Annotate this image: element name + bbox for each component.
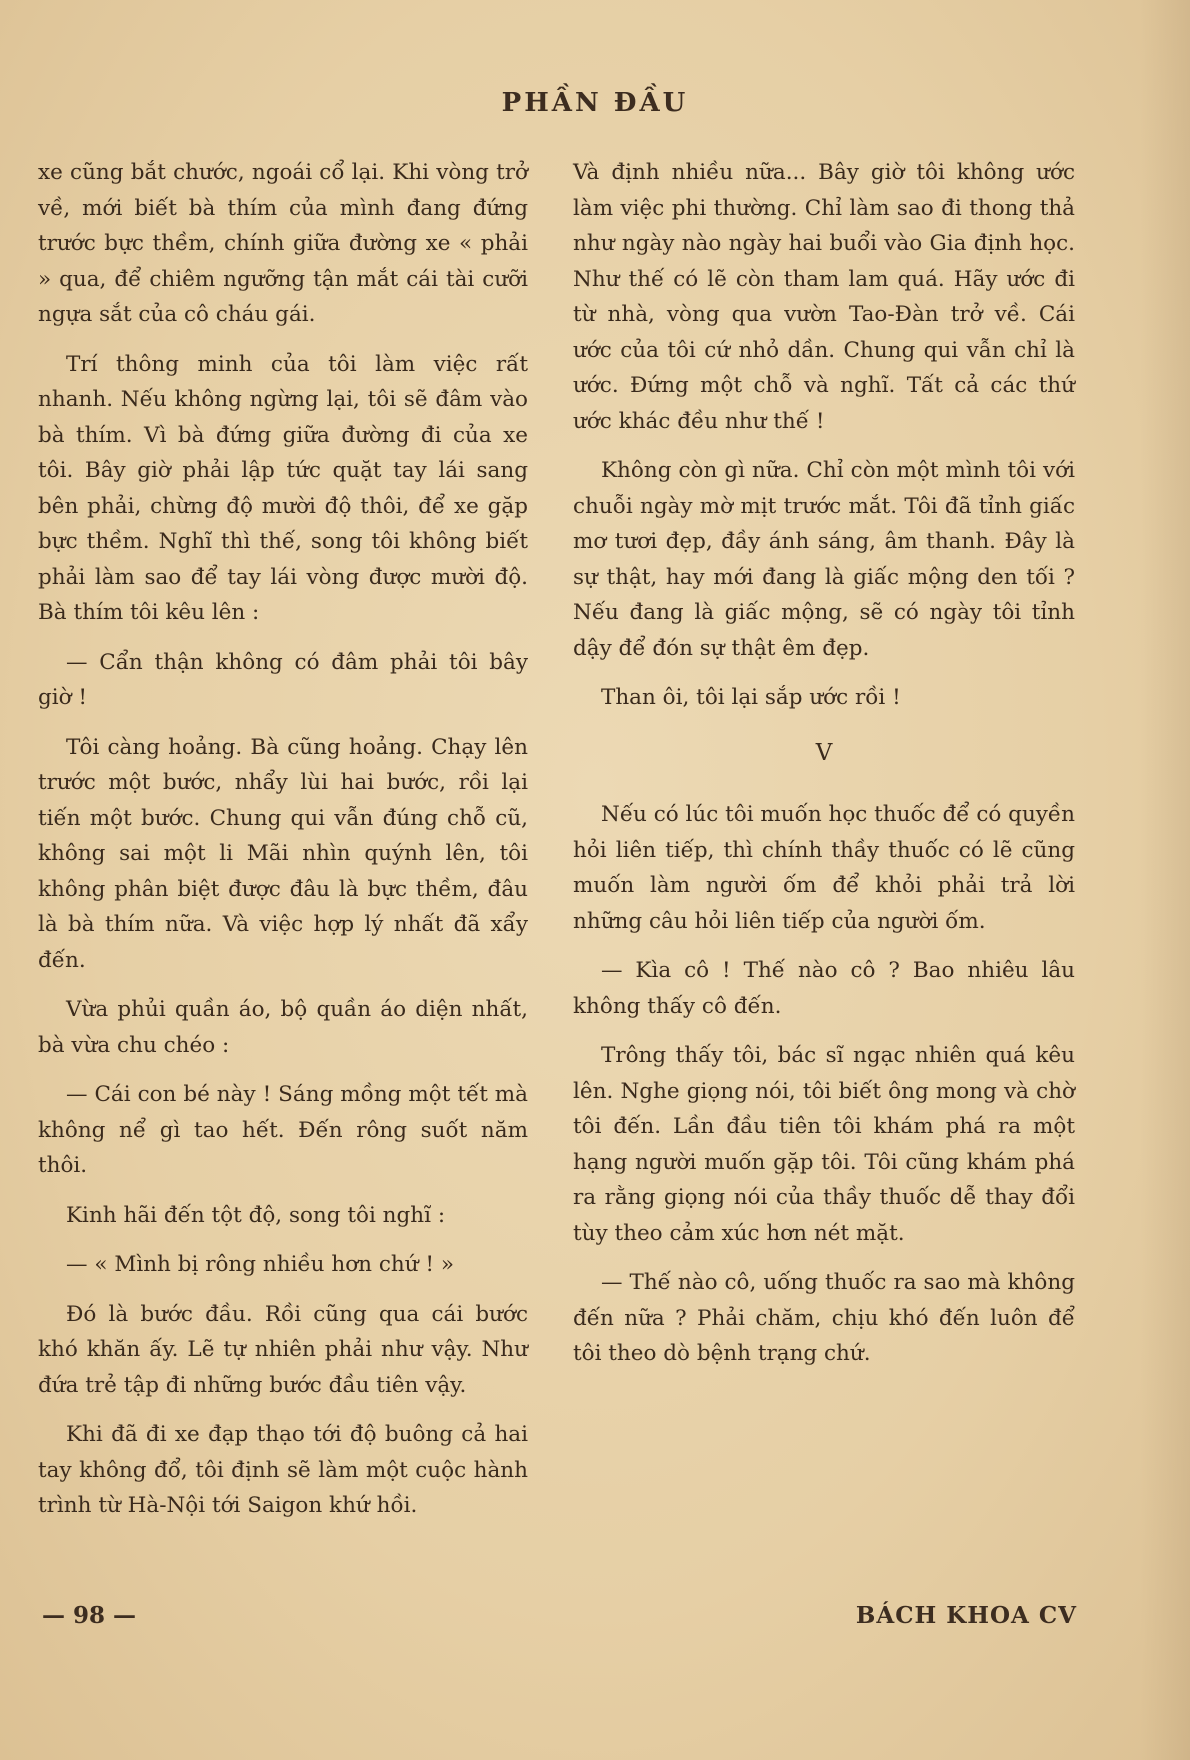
paragraph: Vừa phủi quần áo, bộ quần áo diện nhất, bà vừa chu chéo : xyxy=(38,997,528,1058)
page-number: — 98 — xyxy=(42,1602,137,1629)
dialogue-line: — Cẩn thận không có đâm phải tôi bây giờ ! xyxy=(38,649,528,710)
dialogue-line: — Thế nào cô, uống thuốc ra sao mà không đến nữa ? Phải chăm, chịu khó đến luôn để tôi theo dò bệnh trạng chứ. xyxy=(573,1270,1075,1366)
paragraph: xe cũng bắt chước, ngoái cổ lại. Khi vòng trở về, mới biết bà thím của mình đang đứng trước bực thềm, chính giữa đường xe « phải » qua, để chiêm ngưỡng tận mắt cái tài cưỡi ngựa sắt của cô cháu gái. xyxy=(38,160,528,327)
paragraph: Than ôi, tôi lại sắp ước rồi ! xyxy=(601,685,901,710)
paragraph: Đó là bước đầu. Rồi cũng qua cái bước khó khăn ấy. Lẽ tự nhiên phải như vậy. Như đứa trẻ tập đi những bước đầu tiên vậy. xyxy=(38,1301,528,1398)
paragraph: Trí thông minh của tôi làm việc rất nhanh. Nếu không ngừng lại, tôi sẽ đâm vào bà thím. Vì bà đứng giữa đường đi của xe tôi. Bây giờ phải lập tức quặt tay lái sang bên phải, chừng độ mười độ thôi, để xe gặp bực thềm. Nghĩ thì thế, song tôi không biết phải làm sao để tay lái vòng được mười độ. Bà thím tôi kêu lên : xyxy=(38,351,528,625)
paragraph: Kinh hãi đến tột độ, song tôi nghĩ : xyxy=(66,1202,446,1228)
section-heading: V xyxy=(815,739,833,766)
paragraph: Tôi càng hoảng. Bà cũng hoảng. Chạy lên trước một bước, nhẩy lùi hai bước, rồi lại tiến một bước. Chung qui vẫn đúng chỗ cũ, không sai một li Mãi nhìn quýnh lên, tôi không phân biệt được đâu là bực thềm, đâu là bà thím nữa. Và việc hợp lý nhất đã xẩy đến. xyxy=(38,734,528,973)
right-column xyxy=(573,155,1075,1386)
running-header: PHẦN ĐẦU xyxy=(501,88,689,118)
paragraph: Khi đã đi xe đạp thạo tới độ buông cả hai tay không đổ, tôi định sẽ làm một cuộc hành trình từ Hà-Nội tới Saigon khứ hồi. xyxy=(38,1422,528,1518)
dialogue-line: — Kìa cô ! Thế nào cô ? Bao nhiêu lâu không thấy cô đến. xyxy=(573,958,1075,1019)
dialogue-line: — « Mình bị rông nhiều hơn chứ ! » xyxy=(66,1252,455,1277)
dialogue-line: — Cái con bé này ! Sáng mồng một tết mà không nể gì tao hết. Đến rông suốt năm thôi. xyxy=(38,1082,528,1178)
publication-name: BÁCH KHOA CV xyxy=(855,1602,1077,1629)
page-edge-shade xyxy=(1140,0,1190,1760)
left-column xyxy=(38,155,528,1538)
paragraph: Trông thấy tôi, bác sĩ ngạc nhiên quá kêu lên. Nghe giọng nói, tôi biết ông mong và chờ tôi đến. Lần đầu tiên tôi khám phá ra một hạng người muốn gặp tôi. Tôi cũng khám phá ra rằng giọng nói của thầy thuốc dễ thay đổi tùy theo cảm xúc hơn nét mặt. xyxy=(573,1043,1075,1246)
paragraph: Không còn gì nữa. Chỉ còn một mình tôi với chuỗi ngày mờ mịt trước mắt. Tôi đã tỉnh giấc mơ tươi đẹp, đầy ánh sáng, âm thanh. Đây là sự thật, hay mới đang là giấc mộng den tối ? Nếu đang là giấc mộng, sẽ có ngày tôi tỉnh dậy để đón sự thật êm đẹp. xyxy=(573,458,1075,661)
paragraph: Nếu có lúc tôi muốn học thuốc để có quyền hỏi liên tiếp, thì chính thầy thuốc có lẽ cũng muốn làm người ốm để khỏi phải trả lời những câu hỏi liên tiếp của người ốm. xyxy=(573,802,1076,934)
paragraph: Và định nhiều nữa... Bây giờ tôi không ước làm việc phi thường. Chỉ làm sao đi thong thả như ngày nào ngày hai buổi vào Gia định học. Như thế có lẽ còn tham lam quá. Hãy ước đi từ nhà, vòng qua vườn Tao-Đàn trở về. Cái ước của tôi cứ nhỏ dần. Chung qui vẫn chỉ là ước. Đứng một chỗ và nghĩ. Tất cả các thứ ước khác đều như thế ! xyxy=(573,160,1075,434)
